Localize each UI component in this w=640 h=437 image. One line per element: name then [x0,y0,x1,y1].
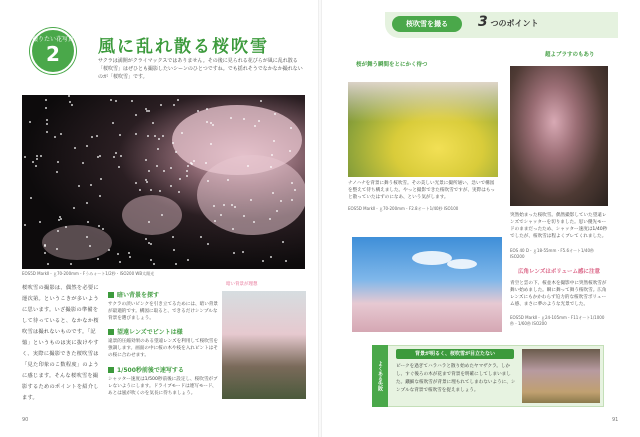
wide-lens-text: 青空と雲の下、桜並木を撮影中に突然桜吹雪が舞い始めました。瞬に舞って舞う桜吹雪。広角レンズにもかかわらず迫力的な桜吹雪ボリューム感、まさに夢のような光景でした。 [510,281,607,307]
petal [146,181,148,183]
petal [160,104,162,106]
petal [177,99,179,101]
petal [172,236,174,238]
tip-marker-icon [108,292,114,298]
petal [247,165,249,167]
petal [163,170,165,172]
petal [57,230,59,232]
mistake-title: 背景が明るく、桜吹雪が目立たない [396,349,514,359]
petal [270,166,272,168]
petal [119,261,121,263]
petal [135,133,137,135]
petal [161,214,163,216]
petal [91,136,93,138]
section-badge [30,28,76,74]
petal [97,258,99,260]
tip-text: シャッター速度は1/500秒前後に設定し、桜吹雪がブレないようにします。ドライブモードは連写モード、あとは風が吹くのを気長に待ちましょう。 [108,377,218,396]
petal [179,178,181,180]
petal [44,245,46,247]
petal [231,204,233,206]
tip-2 [108,327,218,359]
petal [71,104,73,106]
petal [35,165,37,167]
petal [223,204,225,206]
petal [56,171,58,173]
page-number-left: 90 [22,417,29,423]
petal [258,120,260,122]
wide-lens-caption: EOS5D MarkⅡ・ｇ24-105mm・F11オート1/1000秒・1/60秒 ISO200 [510,315,605,326]
petal [170,185,172,187]
petal [181,132,183,134]
page-spine [318,0,322,437]
petal [70,263,72,265]
petal [290,127,292,129]
petal [68,95,70,97]
petal [157,148,159,150]
tip-title: 暗い背景を探す [117,292,160,299]
petal [175,151,177,153]
petal [213,205,215,207]
petal [178,191,180,193]
petal [147,135,149,137]
petal [150,243,152,245]
petal [291,199,293,201]
petal [291,182,293,184]
petal [39,221,41,223]
tip-title: 1/500秒前後で速写する [117,367,184,374]
petal [200,236,202,238]
intro-text: サクラは満開がクライマックスではありません。その後に見られる花びらが風に乱れ散る「桜吹雪」はぜひとも撮影したいシーンのひとつですね。でも揺れそうでなかなか撮れないのが「桜吹雪」です。 [98,58,303,80]
common-mistake-tag: よくある失敗 [372,345,388,407]
petal [254,125,256,127]
petal [186,175,188,177]
petal [139,189,141,191]
petal [214,220,216,222]
points-header-pill: 桜吹雪を撮る [392,16,462,32]
petal [152,122,154,124]
petal [96,135,98,137]
petal [108,249,110,251]
petal [272,192,274,194]
petal [274,113,276,115]
yellow-photo-text: ナノハナを背景に舞う桜吹雪。その美しい光景に撮所通い、急いで構図を整えて待ち構えました。やっと撮影できた桜吹雪ですが、実際はもっと散っていたはずのになあ、という気がします。 [348,181,496,200]
points-count: 3 [478,14,488,30]
petal [148,110,150,112]
petal [273,140,275,142]
petal [206,121,208,123]
badge-number: 2 [46,42,60,66]
petal [60,133,62,135]
petal [115,100,117,102]
petal [187,165,189,167]
dark-background-photo [222,291,306,399]
petal [197,110,199,112]
petal [227,179,229,181]
petal [193,160,195,162]
petal [120,155,122,157]
petal [89,245,91,247]
blue-sky-cherry-photo [352,237,502,332]
petal [45,99,47,101]
forest-photo-text: 突然始まった桜吹雪。偶然撮影していた望遠レンズでシャッターを切りました。思い優先モードのままだったため、シャッター速度は1/40秒でしたが、桜吹雪は程よくブレてくれました。 [510,213,608,239]
body-text: 桜吹雪の撮影は、偶然を必要に運次第。というこきが多いように思います。いざ撮影の準備をして待っていると、なかなか桜吹雪は撮れないものです。「記憶」というものは実に抜けやすく、実際に撮影できた桜吹雪は「見た印象のこ数程度」のように感じます。そんな桜吹雪を撮影するためのポイントを紹介します。 [22,285,99,401]
petal [131,100,133,102]
photo-balloon-label: 暗い背景が理想 [226,282,258,287]
petal [32,161,34,163]
petal [90,184,92,186]
petal [162,135,164,137]
petal [110,99,112,101]
petal [232,228,234,230]
points-label: つのポイント [490,19,539,28]
petal [36,155,38,157]
petal [173,249,175,251]
petal [269,218,271,220]
rapeseed-cherry-photo [348,82,498,177]
petal [250,199,252,201]
petal [36,158,38,160]
petal [158,138,160,140]
tip-1 [108,290,218,322]
petal [82,162,84,164]
petal [24,224,26,226]
petal [270,256,272,258]
petal [40,155,42,157]
petal [119,134,121,136]
petal [234,206,236,208]
petal [260,100,262,102]
petal [153,263,155,265]
petal [29,121,31,123]
petal [243,215,245,217]
petal [253,221,255,223]
petal [87,221,89,223]
main-photo-caption: EOS5D MarkⅡ・ｇ70-200mm・Fうみォート1/2秒・ISO200 WB太陽光 [22,271,155,276]
petal [206,108,208,110]
petal [86,202,88,204]
petal [46,119,48,121]
night-cherry-photo [22,95,305,269]
forest-photo-caption: EOS 40 D・ｇ18-55mm・F5.6オート1/40秒 ISO200 [510,248,594,259]
points-header-text [478,14,539,30]
petal [150,189,152,191]
petal [190,162,192,164]
petal [128,252,130,254]
tip-text: 遠景的圧縮効果のある望遠レンズを利用して桜吹雪を強調します。画面の中に桜の木や枝を入れピントはその桜に合わせます。 [108,339,218,358]
petal [59,216,61,218]
petal [154,135,156,137]
petal [175,263,177,265]
petal [242,251,244,253]
petal [74,147,76,149]
tip-title: 望遠レンズでピントは様 [117,329,183,336]
petal [86,145,88,147]
petal [276,210,278,212]
petal [129,256,131,258]
petal [65,226,67,228]
petal [212,124,214,126]
petal [146,110,148,112]
petal [148,221,150,223]
petal [102,228,104,230]
petal [243,118,245,120]
label-yellow-photo: 桜が舞う瞬間をとにかく待つ [356,62,428,68]
petal [156,165,158,167]
petal [210,143,212,145]
badge-subtitle: 撮りたい花写真 [32,36,75,43]
petal [78,185,80,187]
petal [57,161,59,163]
petal [135,114,137,116]
petal [172,142,174,144]
petal [207,243,209,245]
page-title: 風に乱れ散る桜吹雪 [98,37,269,57]
petal [145,159,147,161]
petal [205,162,207,164]
petal [46,123,48,125]
petal [47,263,49,265]
petal [115,152,117,154]
petal [271,154,273,156]
page-number-right: 91 [612,417,619,423]
petal [135,182,137,184]
petal [148,242,150,244]
forest-cherry-photo [510,66,608,206]
mistake-example-photo [522,349,600,403]
yellow-photo-caption: EOS5D MarkⅡ・ｇ70-200mm・F2.8オート1/40秒 ISO100 [348,206,459,211]
petal [113,156,115,158]
petal [148,170,150,172]
petal [30,197,32,199]
petal [280,200,282,202]
petal [170,167,172,169]
petal [46,131,48,133]
petal [233,252,235,254]
petal [118,166,120,168]
tip-3 [108,365,218,397]
petal [99,195,101,197]
petal [145,238,147,240]
petal [230,117,232,119]
petal [220,214,222,216]
petal [294,189,296,191]
petal [56,248,58,250]
falling-petals [22,95,305,269]
petal [150,259,152,261]
petal [186,170,188,172]
petal [86,236,88,238]
petal [112,122,114,124]
mistake-text: ピークを過ぎてハラハラと散り始めたヤマザクラ。しかし、すぐ後ろの木が花まで背景を明確にしてしまいました。鐵細な桜吹雪が背景に埋もれてしまわないように、シンプルな背景で桜吹雪を捉えましょう。 [396,364,516,393]
petal [60,218,62,220]
petal [173,104,175,106]
petal [45,107,47,109]
tip-marker-icon [108,367,114,373]
petal [73,207,75,209]
petal [44,252,46,254]
petal [207,180,209,182]
tip-marker-icon [108,329,114,335]
wide-lens-title: 広角レンズはボリューム感に注意 [518,269,601,275]
petal [285,260,287,262]
petal [159,190,161,192]
petal [262,260,264,262]
petal [24,156,26,158]
petal [282,241,284,243]
petal [54,136,56,138]
petal [117,253,119,255]
label-forest-photo: 超よブラすのもあり [545,52,595,58]
petal [187,259,189,261]
petal [98,225,100,227]
petal [100,178,102,180]
petal [99,155,101,157]
tip-text: サクラの淡いピンクを引き立てるためには、暗い背景が最適的です。構図に取ると、できるだけシンプルな背景を選びましょう。 [108,302,218,321]
petal [289,150,291,152]
